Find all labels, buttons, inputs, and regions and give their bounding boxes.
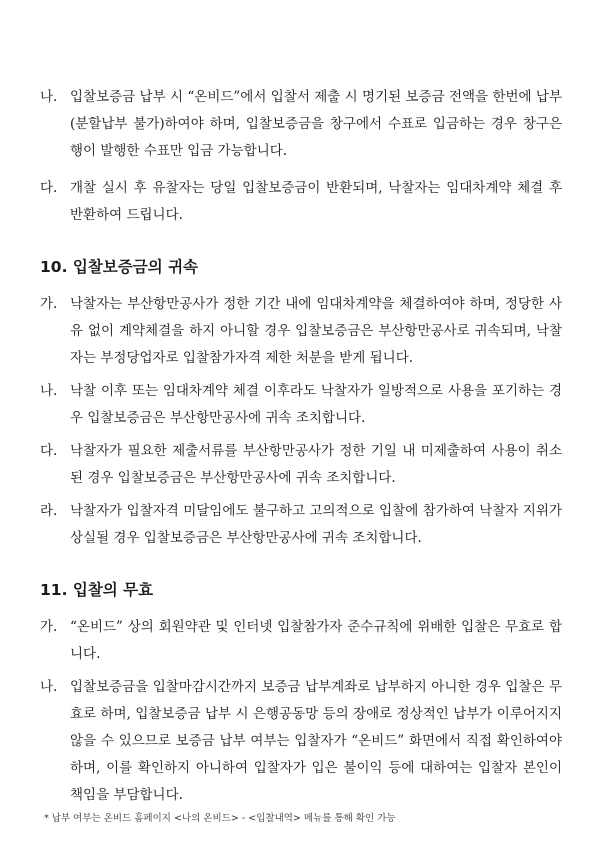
list-item [40, 291, 562, 372]
list-item [40, 674, 562, 809]
item-text: 낙찰자는 부산항만공사가 정한 기간 내에 임대차계약을 체결하여야 하며, 정당한 사유 없이 계약체결을 하지 아니할 경우 입찰보증금은 부산항만공사로 귀속되며, 낙찰자는 부정당업자로 입찰참가자격 제한 처분을 받게 됩니다. [70, 296, 562, 366]
section-heading: 10. 입찰보증금의 귀속 [40, 258, 199, 276]
item-marker: 다. [40, 180, 58, 196]
item-marker: 나. [40, 89, 58, 105]
list-item [40, 498, 562, 552]
item-marker: 나. [40, 383, 58, 399]
footnote: * 납부 여부는 온비드 홈페이지 <나의 온비드> - <입찰내역> 메뉴를 통해 확인 가능 [44, 813, 396, 824]
document-content [40, 84, 562, 827]
item-text: 낙찰 이후 또는 임대차계약 체결 이후라도 낙찰자가 일방적으로 사용을 포기하는 경우 입찰보증금은 부산항만공사에 귀속 조치합니다. [70, 383, 562, 426]
list-item [40, 614, 562, 668]
item-text: “온비드” 상의 회원약관 및 인터넷 입찰참가자 준수규칙에 위배한 입찰은 무효로 합니다. [70, 619, 562, 662]
item-marker: 나. [40, 679, 58, 695]
item-marker: 가. [40, 619, 58, 635]
item-text: 낙찰자가 입찰자격 미달임에도 불구하고 고의적으로 입찰에 참가하여 낙찰자 지위가 상실될 경우 입찰보증금은 부산항만공사에 귀속 조치합니다. [70, 503, 562, 546]
item-marker: 가. [40, 296, 58, 312]
list-item [40, 175, 562, 229]
item-text: 입찰보증금을 입찰마감시간까지 보증금 납부계좌로 납부하지 아니한 경우 입찰은 무효로 하며, 입찰보증금 납부 시 은행공동망 등의 장애로 정상적인 납부가 이루어지지 않을 수 있으므로 보증금 납부 여부는 입찰자가 “온비드” 화면에서 직접 확인하여야 하며, 이를 확인하지 아니하여 입찰자가 입은 불이익 등에 대하여는 입찰자 본인이 책임을 부담합니다. [70, 679, 562, 803]
list-item [40, 84, 562, 165]
list-item [40, 378, 562, 432]
item-marker: 라. [40, 503, 58, 519]
item-text: 입찰보증금 납부 시 “온비드”에서 입찰서 제출 시 명기된 보증금 전액을 한번에 납부(분할납부 불가)하여야 하며, 입찰보증금을 창구에서 수표로 입금하는 경우 창구은행이 발행한 수표만 입금 가능합니다. [70, 89, 562, 159]
list-item [40, 438, 562, 492]
section-heading: 11. 입찰의 무효 [40, 581, 154, 599]
item-text: 개찰 실시 후 유찰자는 당일 입찰보증금이 반환되며, 낙찰자는 임대차계약 체결 후 반환하여 드립니다. [70, 180, 562, 223]
item-text: 낙찰자가 필요한 제출서류를 부산항만공사가 정한 기일 내 미제출하여 사용이 취소된 경우 입찰보증금은 부산항만공사에 귀속 조치합니다. [70, 443, 562, 486]
item-marker: 다. [40, 443, 58, 459]
